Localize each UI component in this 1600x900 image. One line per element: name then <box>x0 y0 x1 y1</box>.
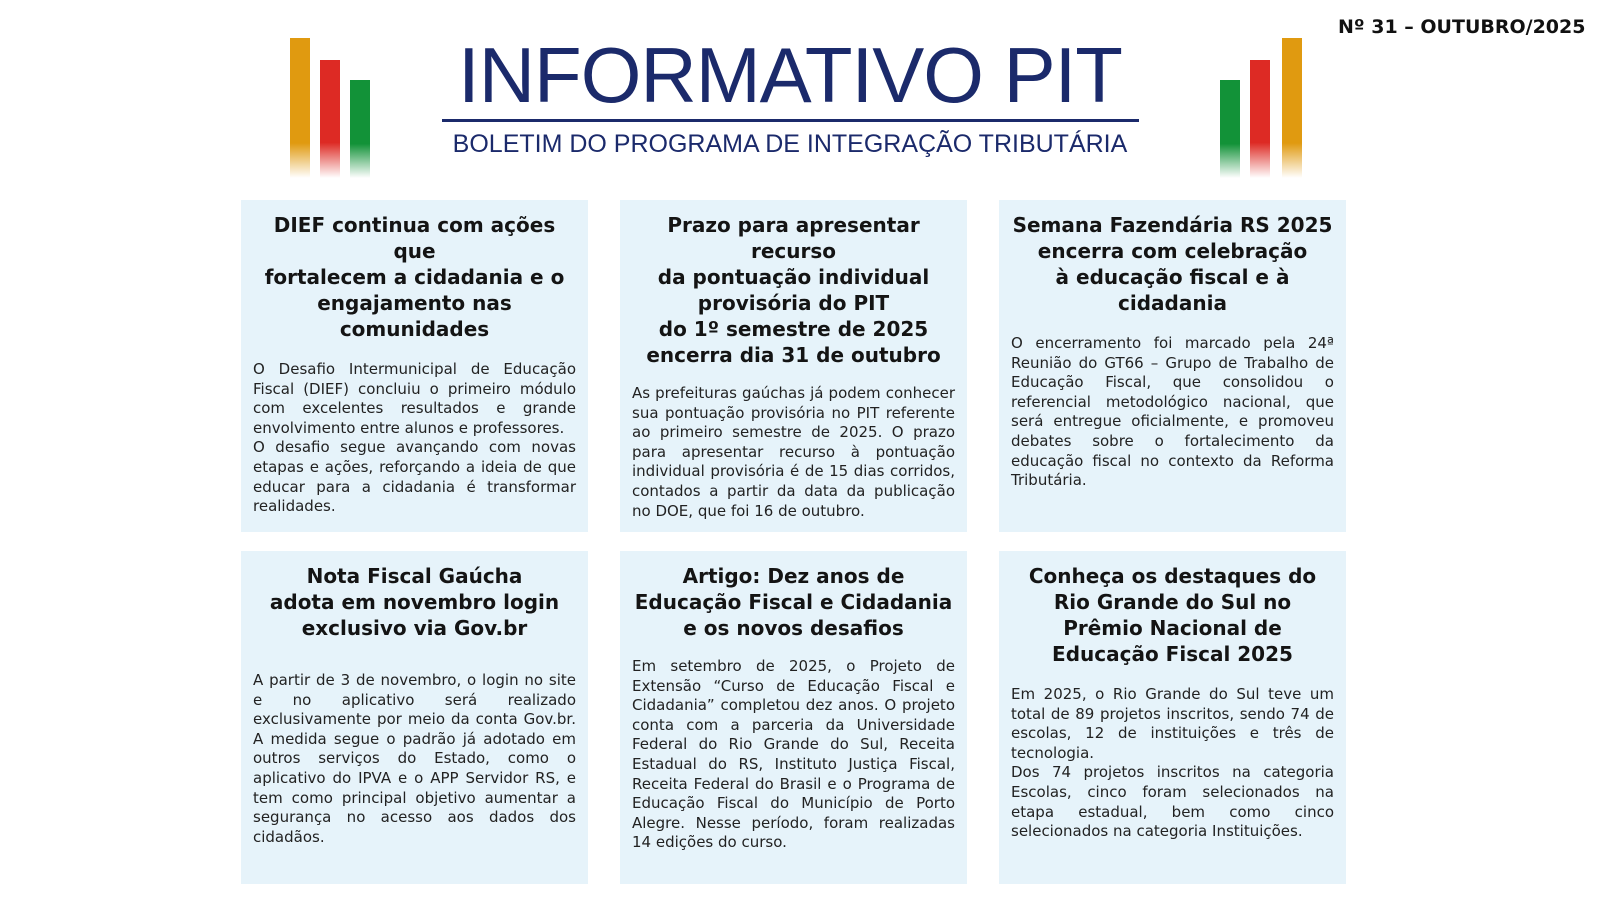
article-card-nota-fiscal-gaucha <box>241 551 588 884</box>
newsletter-subtitle: BOLETIM DO PROGRAMA DE INTEGRAÇÃO TRIBUTÁRIA <box>452 130 1128 158</box>
logo-bar-red-right <box>1250 60 1270 178</box>
newsletter-title: INFORMATIVO PIT <box>458 31 1122 119</box>
article-body: Em setembro de 2025, o Projeto de Extensão “Curso de Educação Fiscal e Cidadania” completou dez anos. O projeto conta com a parceria da Universidade Federal do Rio Grande do Sul, Receita Estadual do RS, Instituto Justiça Fiscal, Receita Federal do Brasil e o Programa de Educação Fiscal do Município de Porto Alegre. Nesse período, foram realizadas 14 edições do curso. <box>632 657 955 852</box>
article-title: Prazo para apresentar recurso da pontuação individual provisória do PIT do 1º semestre de 2025 encerra dia 31 de outubro <box>646 213 941 367</box>
article-body: O encerramento foi marcado pela 24ª Reunião do GT66 – Grupo de Trabalho de Educação Fiscal, que consolidou o referencial metodológico nacional, que será entregue oficialmente, e promoveu debates sobre o fortalecimento da educação fiscal no contexto da Reforma Tributária. <box>1011 334 1334 490</box>
title-underline <box>442 119 1139 122</box>
article-body: O Desafio Intermunicipal de Educação Fiscal (DIEF) concluiu o primeiro módulo com excelentes resultados e grande envolvimento entre alunos e professores. O desafio segue avançando com novas etapas e ações, reforçando a ideia de que educar para a cidadania é transformar realidades. <box>253 360 576 516</box>
article-title: Semana Fazendária RS 2025 encerra com celebração à educação fiscal e à cidadania <box>1012 213 1333 315</box>
article-body: A partir de 3 de novembro, o login no site e no aplicativo será realizado exclusivamente por meio da conta Gov.br. A medida segue o padrão já adotado em outros serviços do Estado, como o aplicativo do IPVA e o APP Servidor RS, e tem como principal objetivo aumentar a segurança no acesso aos dados dos cidadãos. <box>253 671 576 846</box>
issue-number: Nº 31 – OUTUBRO/2025 <box>1338 16 1586 38</box>
article-body: Em 2025, o Rio Grande do Sul teve um total de 89 projetos inscritos, sendo 74 de escolas, 12 de instituições e três de tecnologia. Dos 74 projetos inscritos na categoria Escolas, cinco foram selecionados na etapa estadual, bem como cinco selecionados na categoria Instituições. <box>1011 685 1334 841</box>
logo-bar-green-left <box>350 80 370 178</box>
article-card-dief <box>241 200 588 532</box>
logo-bar-green-right <box>1220 80 1240 178</box>
logo-bar-red-left <box>320 60 340 178</box>
article-title: Conheça os destaques do Rio Grande do Sul no Prêmio Nacional de Educação Fiscal 2025 <box>1028 564 1317 666</box>
logo-bar-orange-right <box>1282 38 1302 178</box>
article-card-premio-nacional <box>999 551 1346 884</box>
article-card-semana-fazendaria <box>999 200 1346 532</box>
article-title: Artigo: Dez anos de Educação Fiscal e Cidadania e os novos desafios <box>634 564 953 640</box>
article-card-prazo-recurso <box>620 200 967 532</box>
article-title: Nota Fiscal Gaúcha adota em novembro login exclusivo via Gov.br <box>269 564 560 640</box>
article-title: DIEF continua com ações que fortalecem a cidadania e o engajamento nas comunidades <box>264 213 565 341</box>
article-body: As prefeituras gaúchas já podem conhecer sua pontuação provisória no PIT referente ao primeiro semestre de 2025. O prazo para apresentar recurso à pontuação individual provisória é de 15 dias corridos, contados a partir da data da publicação no DOE, que foi 16 de outubro. <box>632 384 955 520</box>
logo-bar-orange-left <box>290 38 310 178</box>
article-card-artigo-dez-anos <box>620 551 967 884</box>
